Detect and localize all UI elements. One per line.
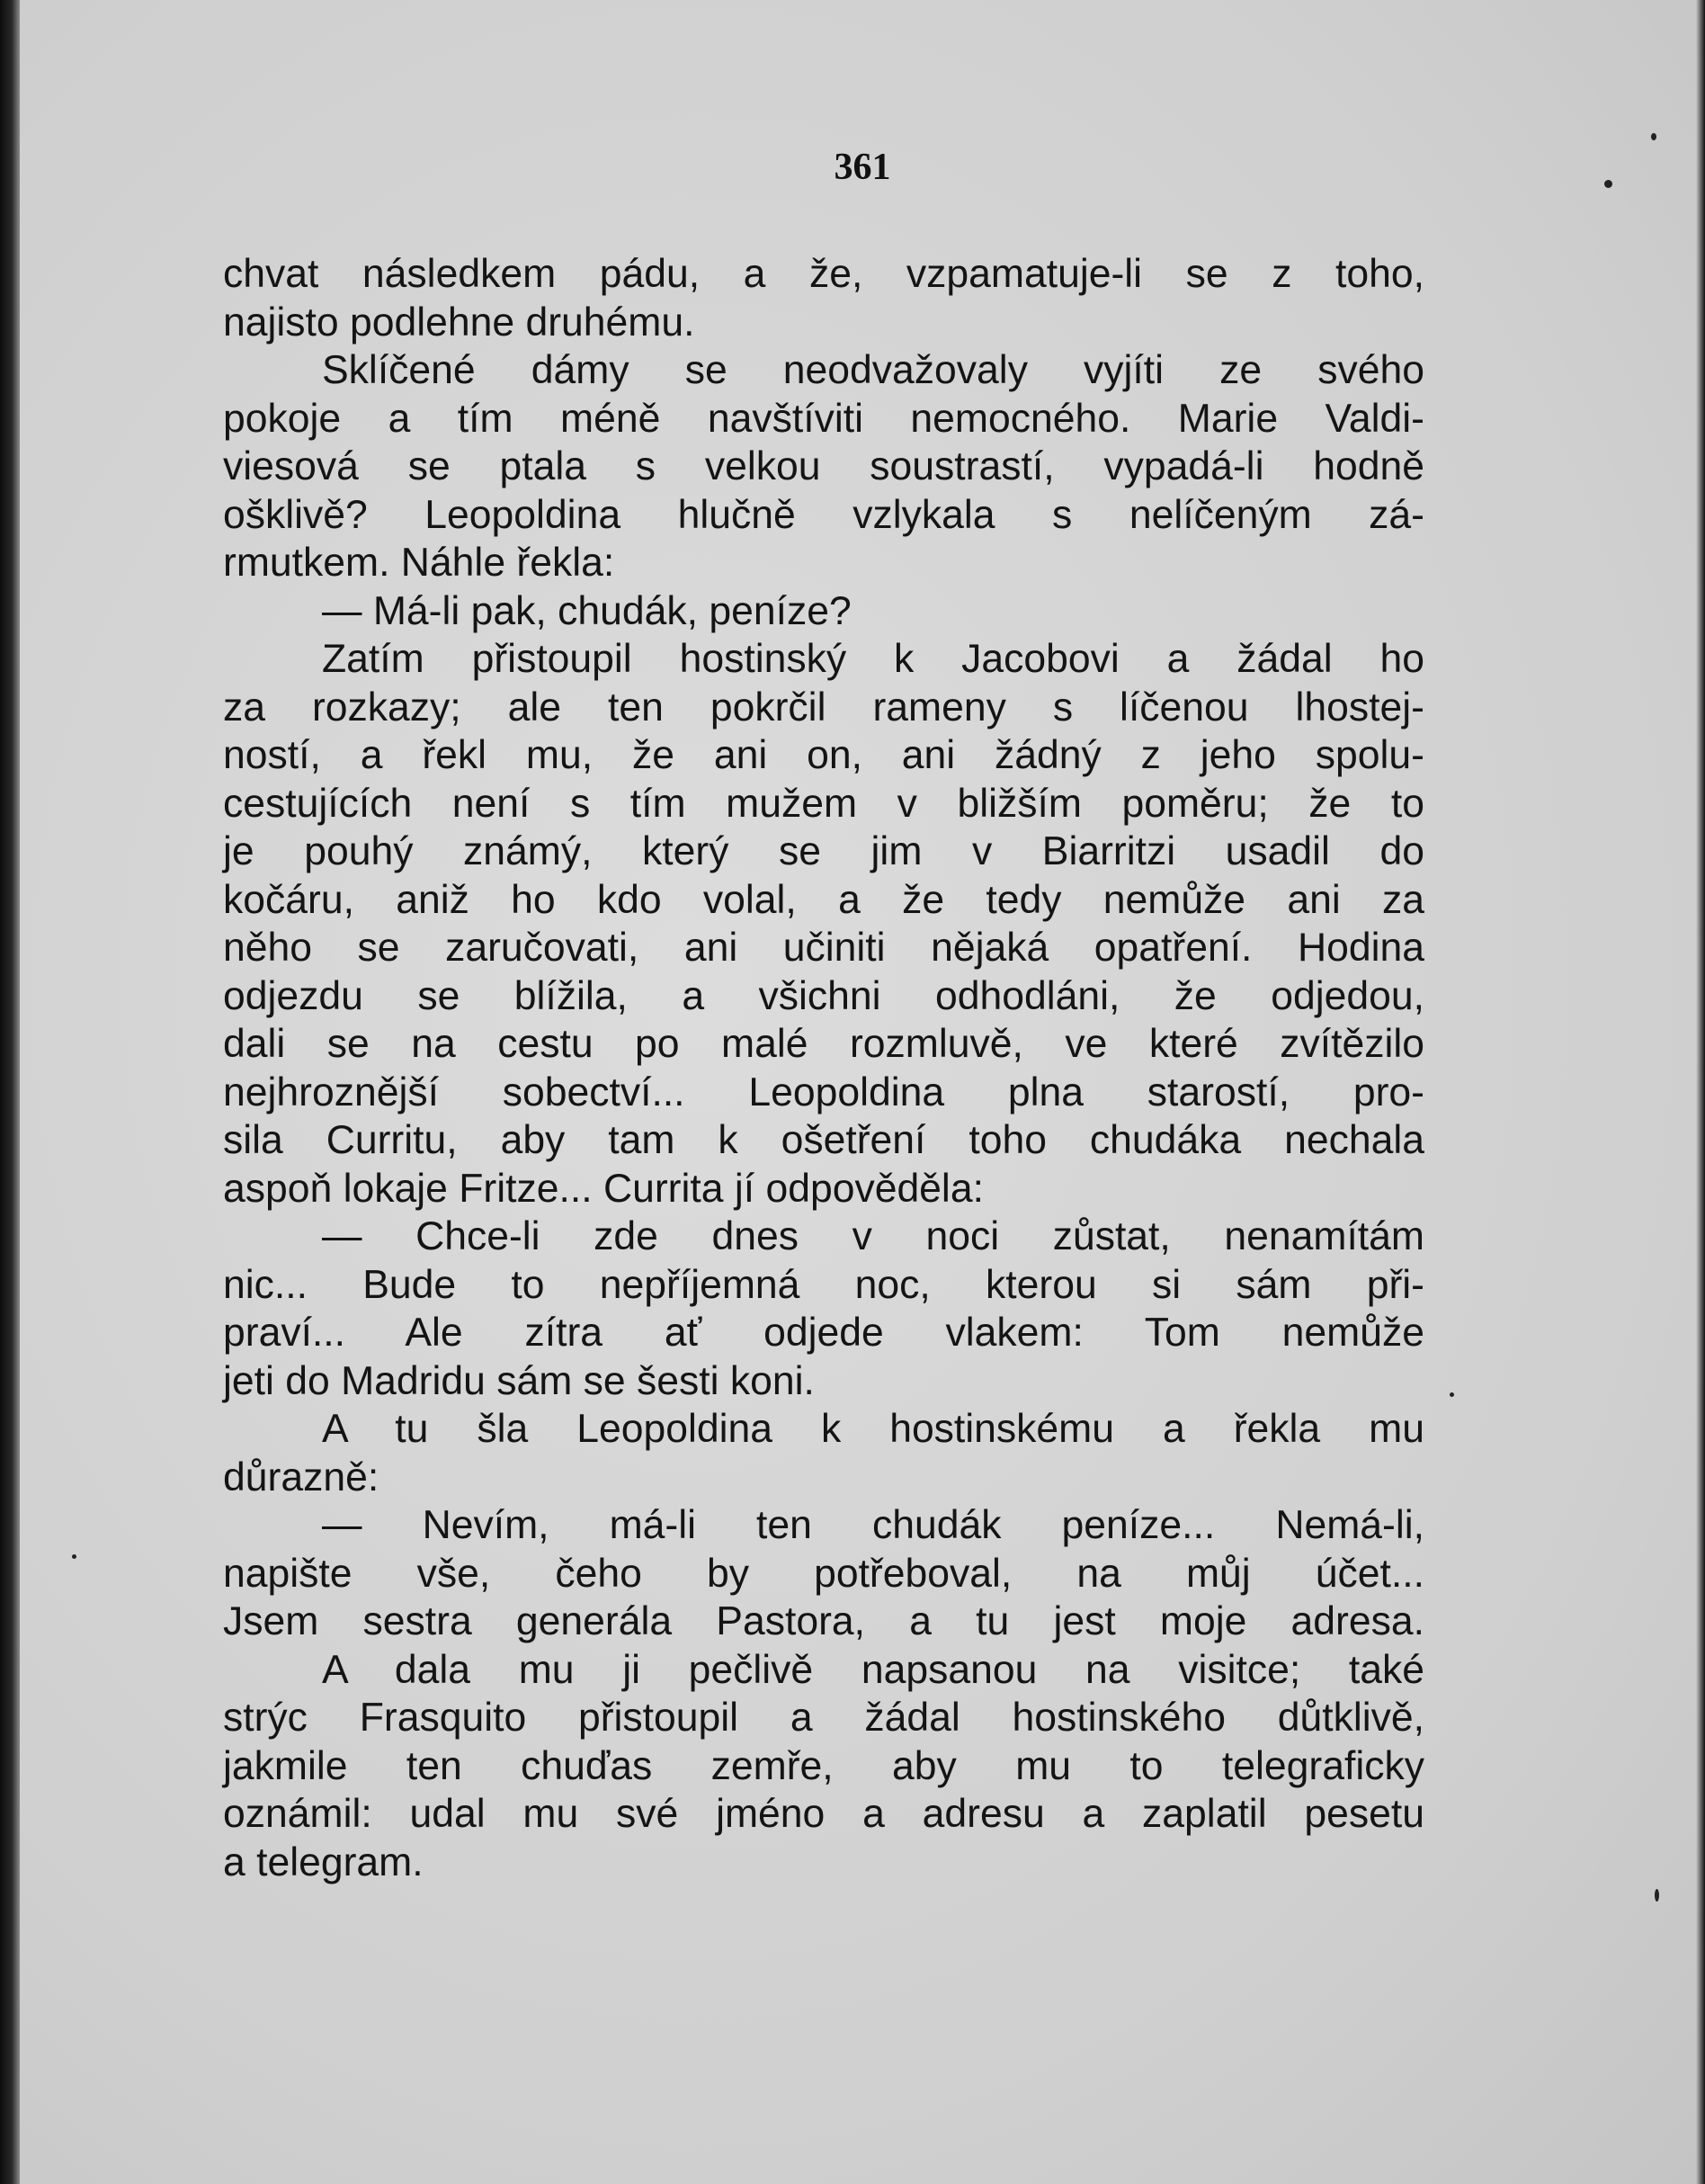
text-line: Jsem sestra generála Pastora, a tu jest moje adresa. bbox=[223, 1599, 1424, 1643]
text-line: ošklivě? Leopoldina hlučně vzlykala s nelíčeným zá- bbox=[223, 492, 1424, 537]
text-line: důrazně: bbox=[223, 1455, 379, 1499]
text-line: odjezdu se blížila, a všichni odhodláni, že odjedou, bbox=[223, 973, 1424, 1018]
text-line: A tu šla Leopoldina k hostinskému a řekla mu bbox=[322, 1407, 1424, 1451]
text-line: Zatím přistoupil hostinský k Jacobovi a žádal ho bbox=[322, 637, 1424, 681]
text-line: — Chce-li zde dnes v noci zůstat, nenamítám bbox=[322, 1214, 1424, 1258]
page-right-edge bbox=[1696, 0, 1705, 2184]
text-line: Sklíčené dámy se neodvažovaly vyjíti ze svého bbox=[322, 348, 1424, 392]
page-binding-edge bbox=[0, 0, 20, 2184]
text-line: aspoň lokaje Fritze... Currita jí odpověděla: bbox=[223, 1166, 984, 1211]
text-line: nic... Bude to nepříjemná noc, kterou si sám při- bbox=[223, 1262, 1424, 1307]
text-line: A dala mu ji pečlivě napsanou na visitce; také bbox=[322, 1647, 1424, 1692]
text-line: chvat následkem pádu, a že, vzpamatuje-li se z toho, bbox=[223, 252, 1424, 296]
text-line: kočáru, aniž ho kdo volal, a že tedy nemůže ani za bbox=[223, 877, 1424, 922]
book-page bbox=[20, 0, 1705, 2184]
text-line: je pouhý známý, který se jim v Biarritzi usadil do bbox=[223, 829, 1424, 873]
text-line: sila Curritu, aby tam k ošetření toho chudáka nechala bbox=[223, 1118, 1424, 1162]
text-line: cestujících není s tím mužem v bližším poměru; že to bbox=[223, 781, 1424, 826]
body-text bbox=[223, 250, 1424, 1886]
text-line: ností, a řekl mu, že ani on, ani žádný z jeho spolu- bbox=[223, 733, 1424, 777]
text-line: pokoje a tím méně navštíviti nemocného. Marie Valdi- bbox=[223, 396, 1424, 441]
text-line: viesová se ptala s velkou soustrastí, vypadá-li hodně bbox=[223, 444, 1424, 488]
text-line: — Má-li pak, chudák, peníze? bbox=[322, 588, 852, 633]
text-line: napište vše, čeho by potřeboval, na můj účet... bbox=[223, 1551, 1424, 1596]
text-line: — Nevím, má-li ten chudák peníze... Nemá-li, bbox=[322, 1503, 1424, 1547]
text-line: najisto podlehne druhému. bbox=[223, 300, 695, 345]
text-line: za rozkazy; ale ten pokrčil rameny s líčenou lhostej- bbox=[223, 685, 1424, 729]
text-line: praví... Ale zítra ať odjede vlakem: Tom nemůže bbox=[223, 1311, 1424, 1355]
scan-speck bbox=[1651, 133, 1656, 140]
text-line: jakmile ten chuďas zemře, aby mu to telegraficky bbox=[223, 1743, 1424, 1788]
scan-speck bbox=[1450, 1392, 1454, 1397]
scan-speck bbox=[1604, 180, 1612, 188]
text-line: oznámil: udal mu své jméno a adresu a zaplatil pesetu bbox=[223, 1792, 1424, 1836]
text-line: něho se zaručovati, ani učiniti nějaká opatření. Hodina bbox=[223, 926, 1424, 970]
scan-speck bbox=[72, 1554, 76, 1559]
text-line: strýc Frasquito přistoupil a žádal hostinského důtklivě, bbox=[223, 1696, 1424, 1740]
scan-speck bbox=[1655, 1889, 1659, 1902]
text-line: dali se na cestu po malé rozmluvě, ve které zvítězilo bbox=[223, 1022, 1424, 1066]
text-line: jeti do Madridu sám se šesti koni. bbox=[223, 1358, 815, 1403]
page-number: 361 bbox=[834, 147, 891, 188]
text-line: nejhroznější sobectví... Leopoldina plna starostí, pro- bbox=[223, 1070, 1424, 1114]
text-line: rmutkem. Náhle řekla: bbox=[223, 541, 615, 585]
text-line: a telegram. bbox=[223, 1839, 424, 1884]
